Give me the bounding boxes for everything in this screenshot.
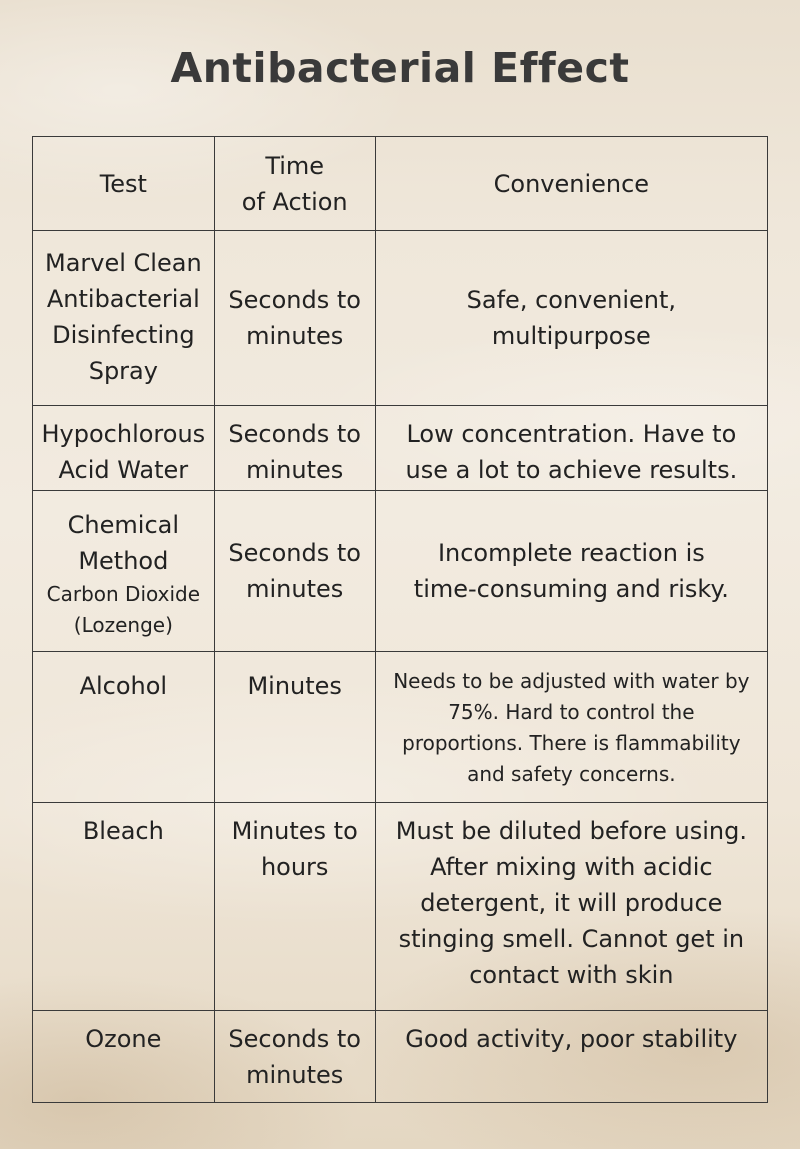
convenience-line: Low concentration. Have to <box>406 420 737 448</box>
cell-convenience <box>375 231 767 406</box>
convenience-line: use a lot to achieve results. <box>405 456 738 484</box>
header-time-line2: of Action <box>241 187 348 216</box>
page-title: Antibacterial Effect <box>170 44 630 92</box>
table-row <box>33 803 768 1011</box>
convenience-line: stinging smell. Cannot get in <box>398 925 745 953</box>
test-line: Marvel Clean <box>45 249 202 277</box>
time-line: hours <box>260 853 329 881</box>
cell-test <box>33 406 215 491</box>
time-line: Seconds to <box>228 286 361 314</box>
convenience-line: Safe, convenient, <box>466 286 677 314</box>
table-row <box>33 652 768 803</box>
cell-time <box>214 231 375 406</box>
time-line: Seconds to <box>228 539 361 567</box>
convenience-line: multipurpose <box>491 322 651 350</box>
table-row <box>33 1011 768 1103</box>
time-line: minutes <box>246 1061 344 1089</box>
cell-time <box>214 1011 375 1103</box>
cell-test <box>33 803 215 1011</box>
header-time-of-action <box>214 137 375 231</box>
convenience-line: detergent, it will produce <box>420 889 723 917</box>
cell-time <box>214 406 375 491</box>
time-line: minutes <box>246 456 344 484</box>
convenience-line: and safety concerns. <box>467 762 676 786</box>
convenience-line: proportions. There is flammability <box>402 731 741 755</box>
test-sub-line: (Lozenge) <box>73 613 173 637</box>
time-line: minutes <box>246 575 344 603</box>
cell-test <box>33 491 215 652</box>
header-row <box>33 137 768 231</box>
test-line: Ozone <box>85 1025 162 1053</box>
convenience-line: Needs to be adjusted with water by <box>393 669 750 693</box>
time-line: Seconds to <box>228 1025 361 1053</box>
time-line: Minutes to <box>231 817 358 845</box>
cell-time <box>214 491 375 652</box>
cell-time <box>214 652 375 803</box>
test-line: Hypochlorous <box>41 420 206 448</box>
test-line: Disinfecting <box>52 321 195 349</box>
test-line: Antibacterial <box>46 285 200 313</box>
convenience-line: time-consuming and risky. <box>413 575 729 603</box>
time-line: minutes <box>246 322 344 350</box>
cell-convenience <box>375 406 767 491</box>
comparison-table <box>32 136 768 1103</box>
test-line: Spray <box>88 357 158 385</box>
cell-time <box>214 803 375 1011</box>
header-test: Test <box>33 137 215 231</box>
convenience-line: Good activity, poor stability <box>405 1025 738 1053</box>
test-line: Method <box>78 547 169 575</box>
header-convenience: Convenience <box>375 137 767 231</box>
cell-convenience <box>375 1011 767 1103</box>
test-sub-line: Carbon Dioxide <box>46 582 201 606</box>
cell-test <box>33 1011 215 1103</box>
cell-convenience <box>375 652 767 803</box>
table-row <box>33 491 768 652</box>
convenience-line: 75%. Hard to control the <box>448 700 695 724</box>
cell-test <box>33 652 215 803</box>
convenience-line: Must be diluted before using. <box>395 817 747 845</box>
convenience-line: After mixing with acidic <box>430 853 713 881</box>
convenience-line: Incomplete reaction is <box>437 539 705 567</box>
table-row <box>33 231 768 406</box>
test-line: Chemical <box>67 511 180 539</box>
header-time-line1: Time <box>265 151 325 180</box>
cell-convenience <box>375 803 767 1011</box>
cell-test <box>33 231 215 406</box>
cell-convenience <box>375 491 767 652</box>
time-line: Seconds to <box>228 420 361 448</box>
table-row <box>33 406 768 491</box>
test-line: Bleach <box>82 817 164 845</box>
test-line: Acid Water <box>58 456 189 484</box>
test-line: Alcohol <box>79 672 168 700</box>
time-line: Minutes <box>247 672 342 700</box>
convenience-line: contact with skin <box>469 961 674 989</box>
